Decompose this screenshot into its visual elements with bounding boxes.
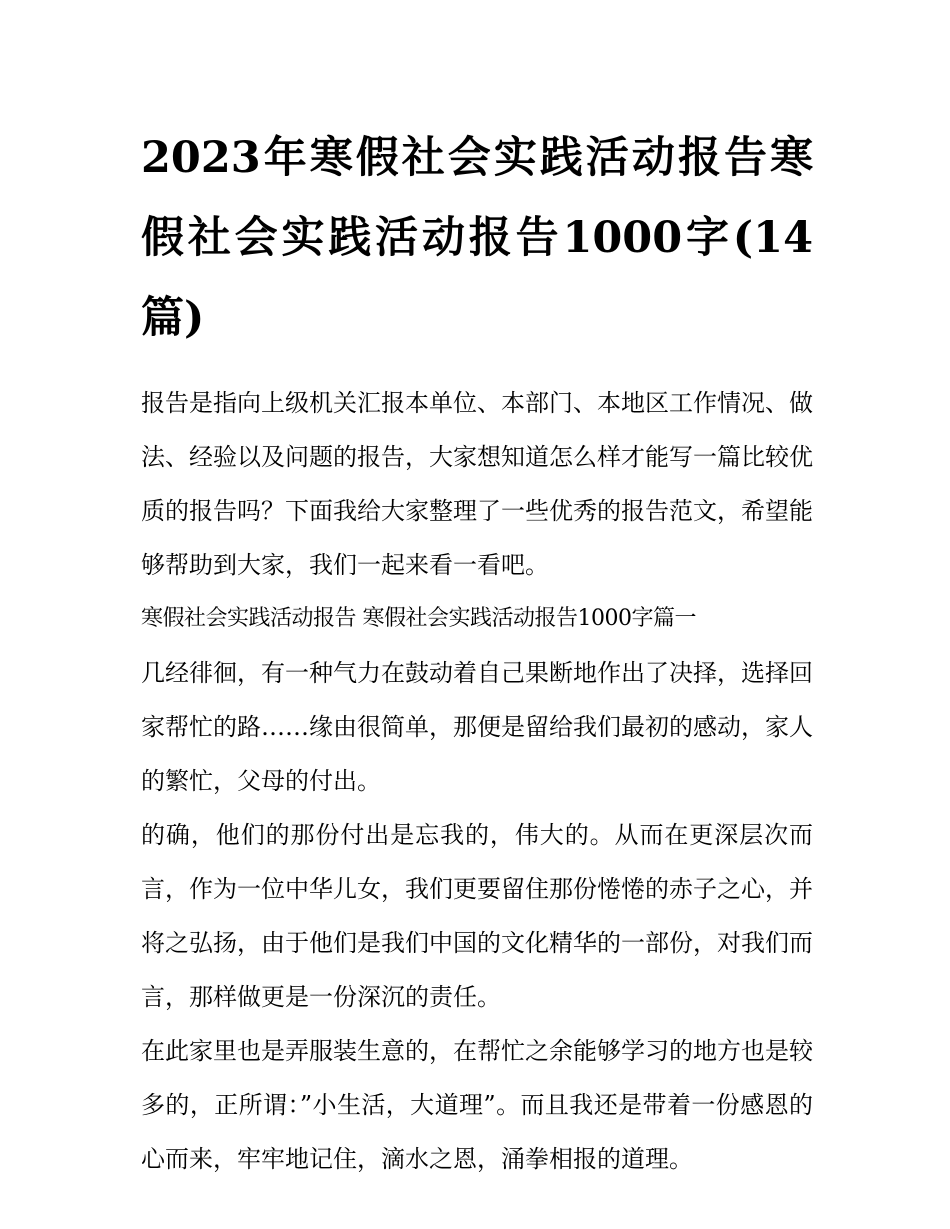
body-paragraph-3: 在此家里也是弄服装生意的，在帮忙之余能够学习的地方也是较多的，正所谓：”小生活，大道理”。而且我还是带着一份感恩的心而来，牢牢地记住，滴水之恩，涌拳相报的道理。	[141, 1037, 813, 1173]
body-paragraph-2: 的确，他们的那份付出是忘我的，伟大的。从而在更深层次而言，作为一位中华儿女，我们更要留住那份惓惓的赤子之心，并将之弘扬，由于他们是我们中国的文化精华的一部份，对我们而言，那样做更是一份深沉的责任。	[141, 821, 813, 1011]
title-spacer	[141, 358, 813, 376]
document-title: 2023年寒假社会实践活动报告寒假社会实践活动报告1000字(14篇)	[141, 133, 813, 343]
intro-paragraph: 报告是指向上级机关汇报本单位、本部门、本地区工作情况、做法、经验以及问题的报告，大家想知道怎么样才能写一篇比较优质的报告吗？下面我给大家整理了一些优秀的报告范文，希望能够帮助到大家，我们一起来看一看吧。	[141, 389, 813, 579]
body-paragraph-1: 几经徘徊，有一种气力在鼓动着自己果断地作出了决择，选择回家帮忙的路……缘由很简单，那便是留给我们最初的感动，家人的繁忙，父母的付出。	[141, 659, 813, 795]
document-page	[141, 118, 813, 1186]
section-heading: 寒假社会实践活动报告 寒假社会实践活动报告1000字篇一	[141, 606, 696, 631]
